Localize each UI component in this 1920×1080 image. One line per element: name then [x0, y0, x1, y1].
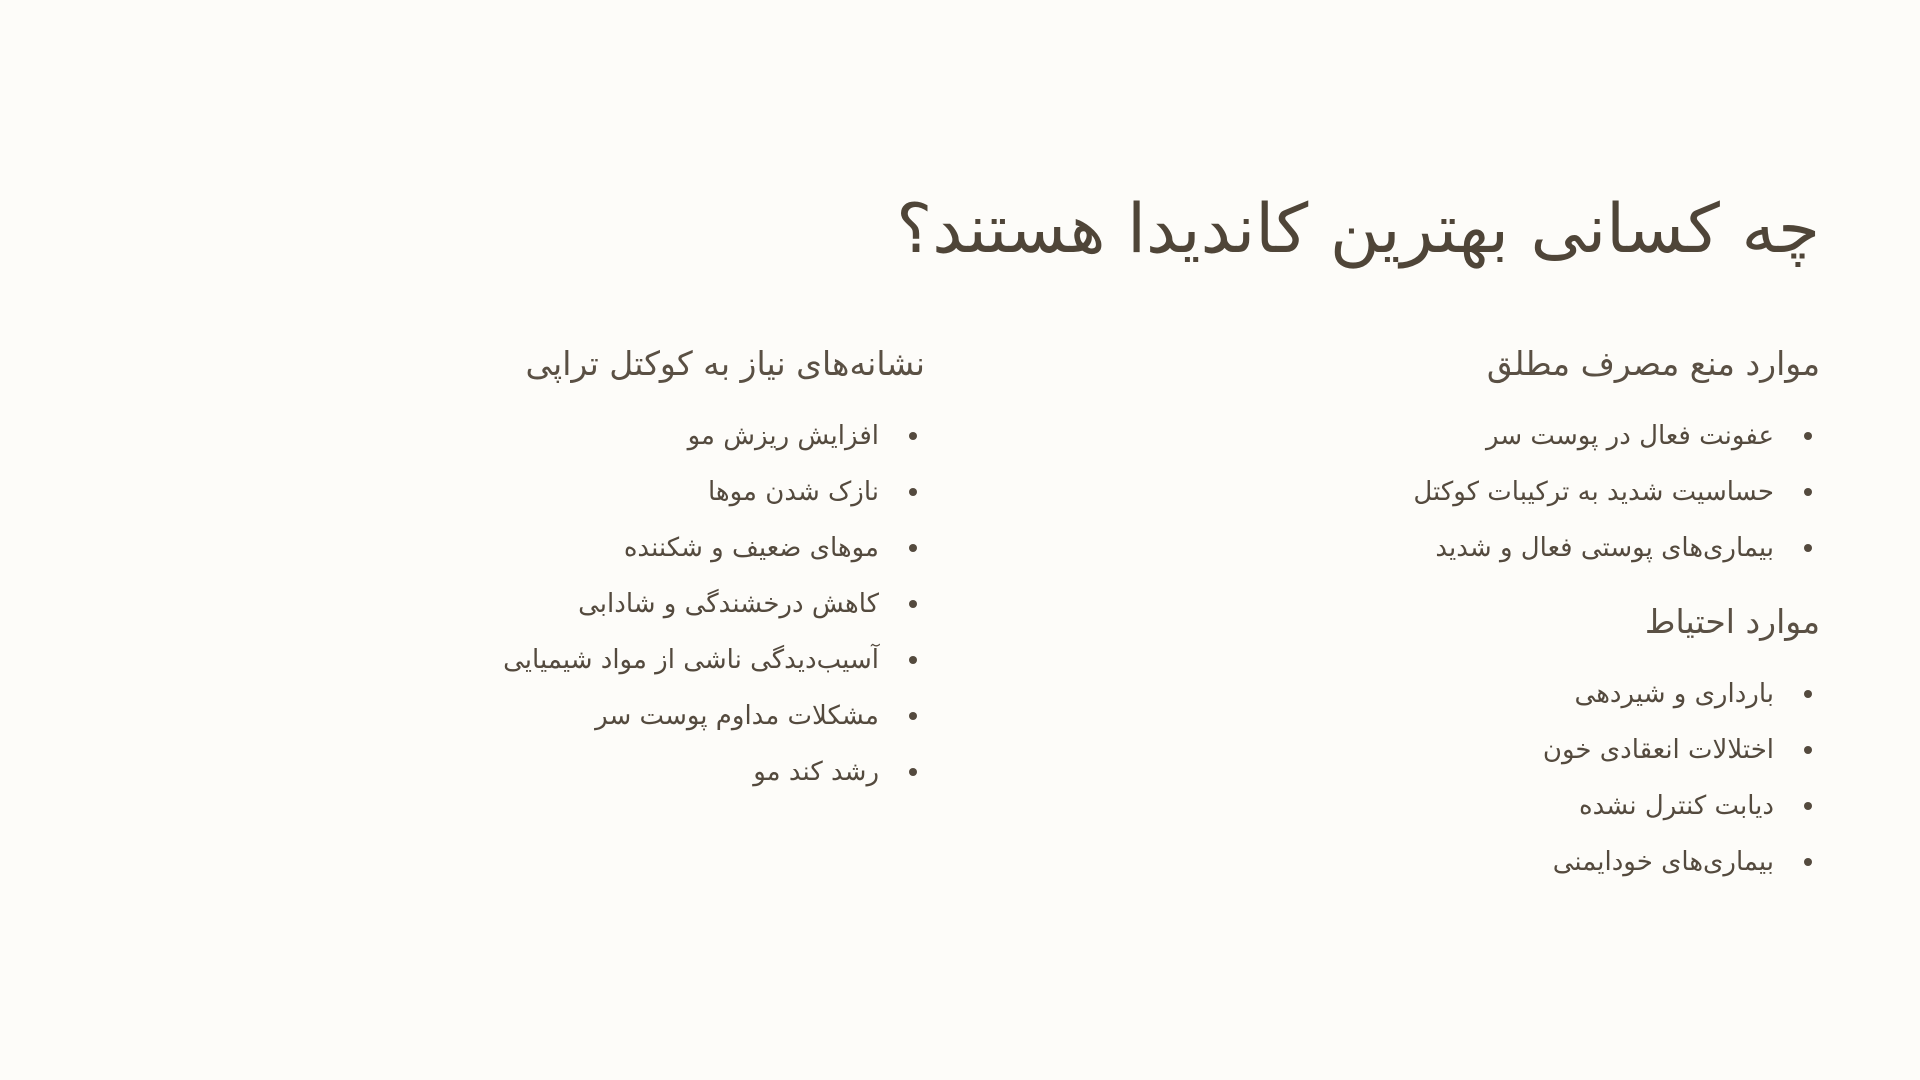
list-item: بیماری‌های خودایمنی: [1120, 834, 1820, 890]
list-item: رشد کند مو: [225, 744, 925, 800]
list-item: نازک شدن موها: [225, 464, 925, 520]
slide-title: چه کسانی بهترین کاندیدا هستند؟: [896, 190, 1820, 269]
contraindications-heading: موارد منع مصرف مطلق: [1486, 344, 1820, 383]
precautions-list: [1120, 666, 1820, 890]
list-item: اختلالات انعقادی خون: [1120, 722, 1820, 778]
right-column: [1120, 336, 1820, 890]
list-item: دیابت کنترل نشده: [1120, 778, 1820, 834]
list-item: افزایش ریزش مو: [225, 408, 925, 464]
indications-heading: نشانه‌های نیاز به کوکتل تراپی: [525, 344, 925, 383]
list-item: موهای ضعیف و شکننده: [225, 520, 925, 576]
indications-list: [225, 408, 925, 800]
list-item: بارداری و شیردهی: [1120, 666, 1820, 722]
list-item: حساسیت شدید به ترکیبات کوکتل: [1120, 464, 1820, 520]
contraindications-list: [1120, 408, 1820, 576]
precautions-heading: موارد احتیاط: [1644, 602, 1820, 641]
list-item: بیماری‌های پوستی فعال و شدید: [1120, 520, 1820, 576]
list-item: عفونت فعال در پوست سر: [1120, 408, 1820, 464]
list-item: آسیب‌دیدگی ناشی از مواد شیمیایی: [225, 632, 925, 688]
list-item: مشکلات مداوم پوست سر: [225, 688, 925, 744]
left-column: [225, 336, 925, 800]
list-item: کاهش درخشندگی و شادابی: [225, 576, 925, 632]
